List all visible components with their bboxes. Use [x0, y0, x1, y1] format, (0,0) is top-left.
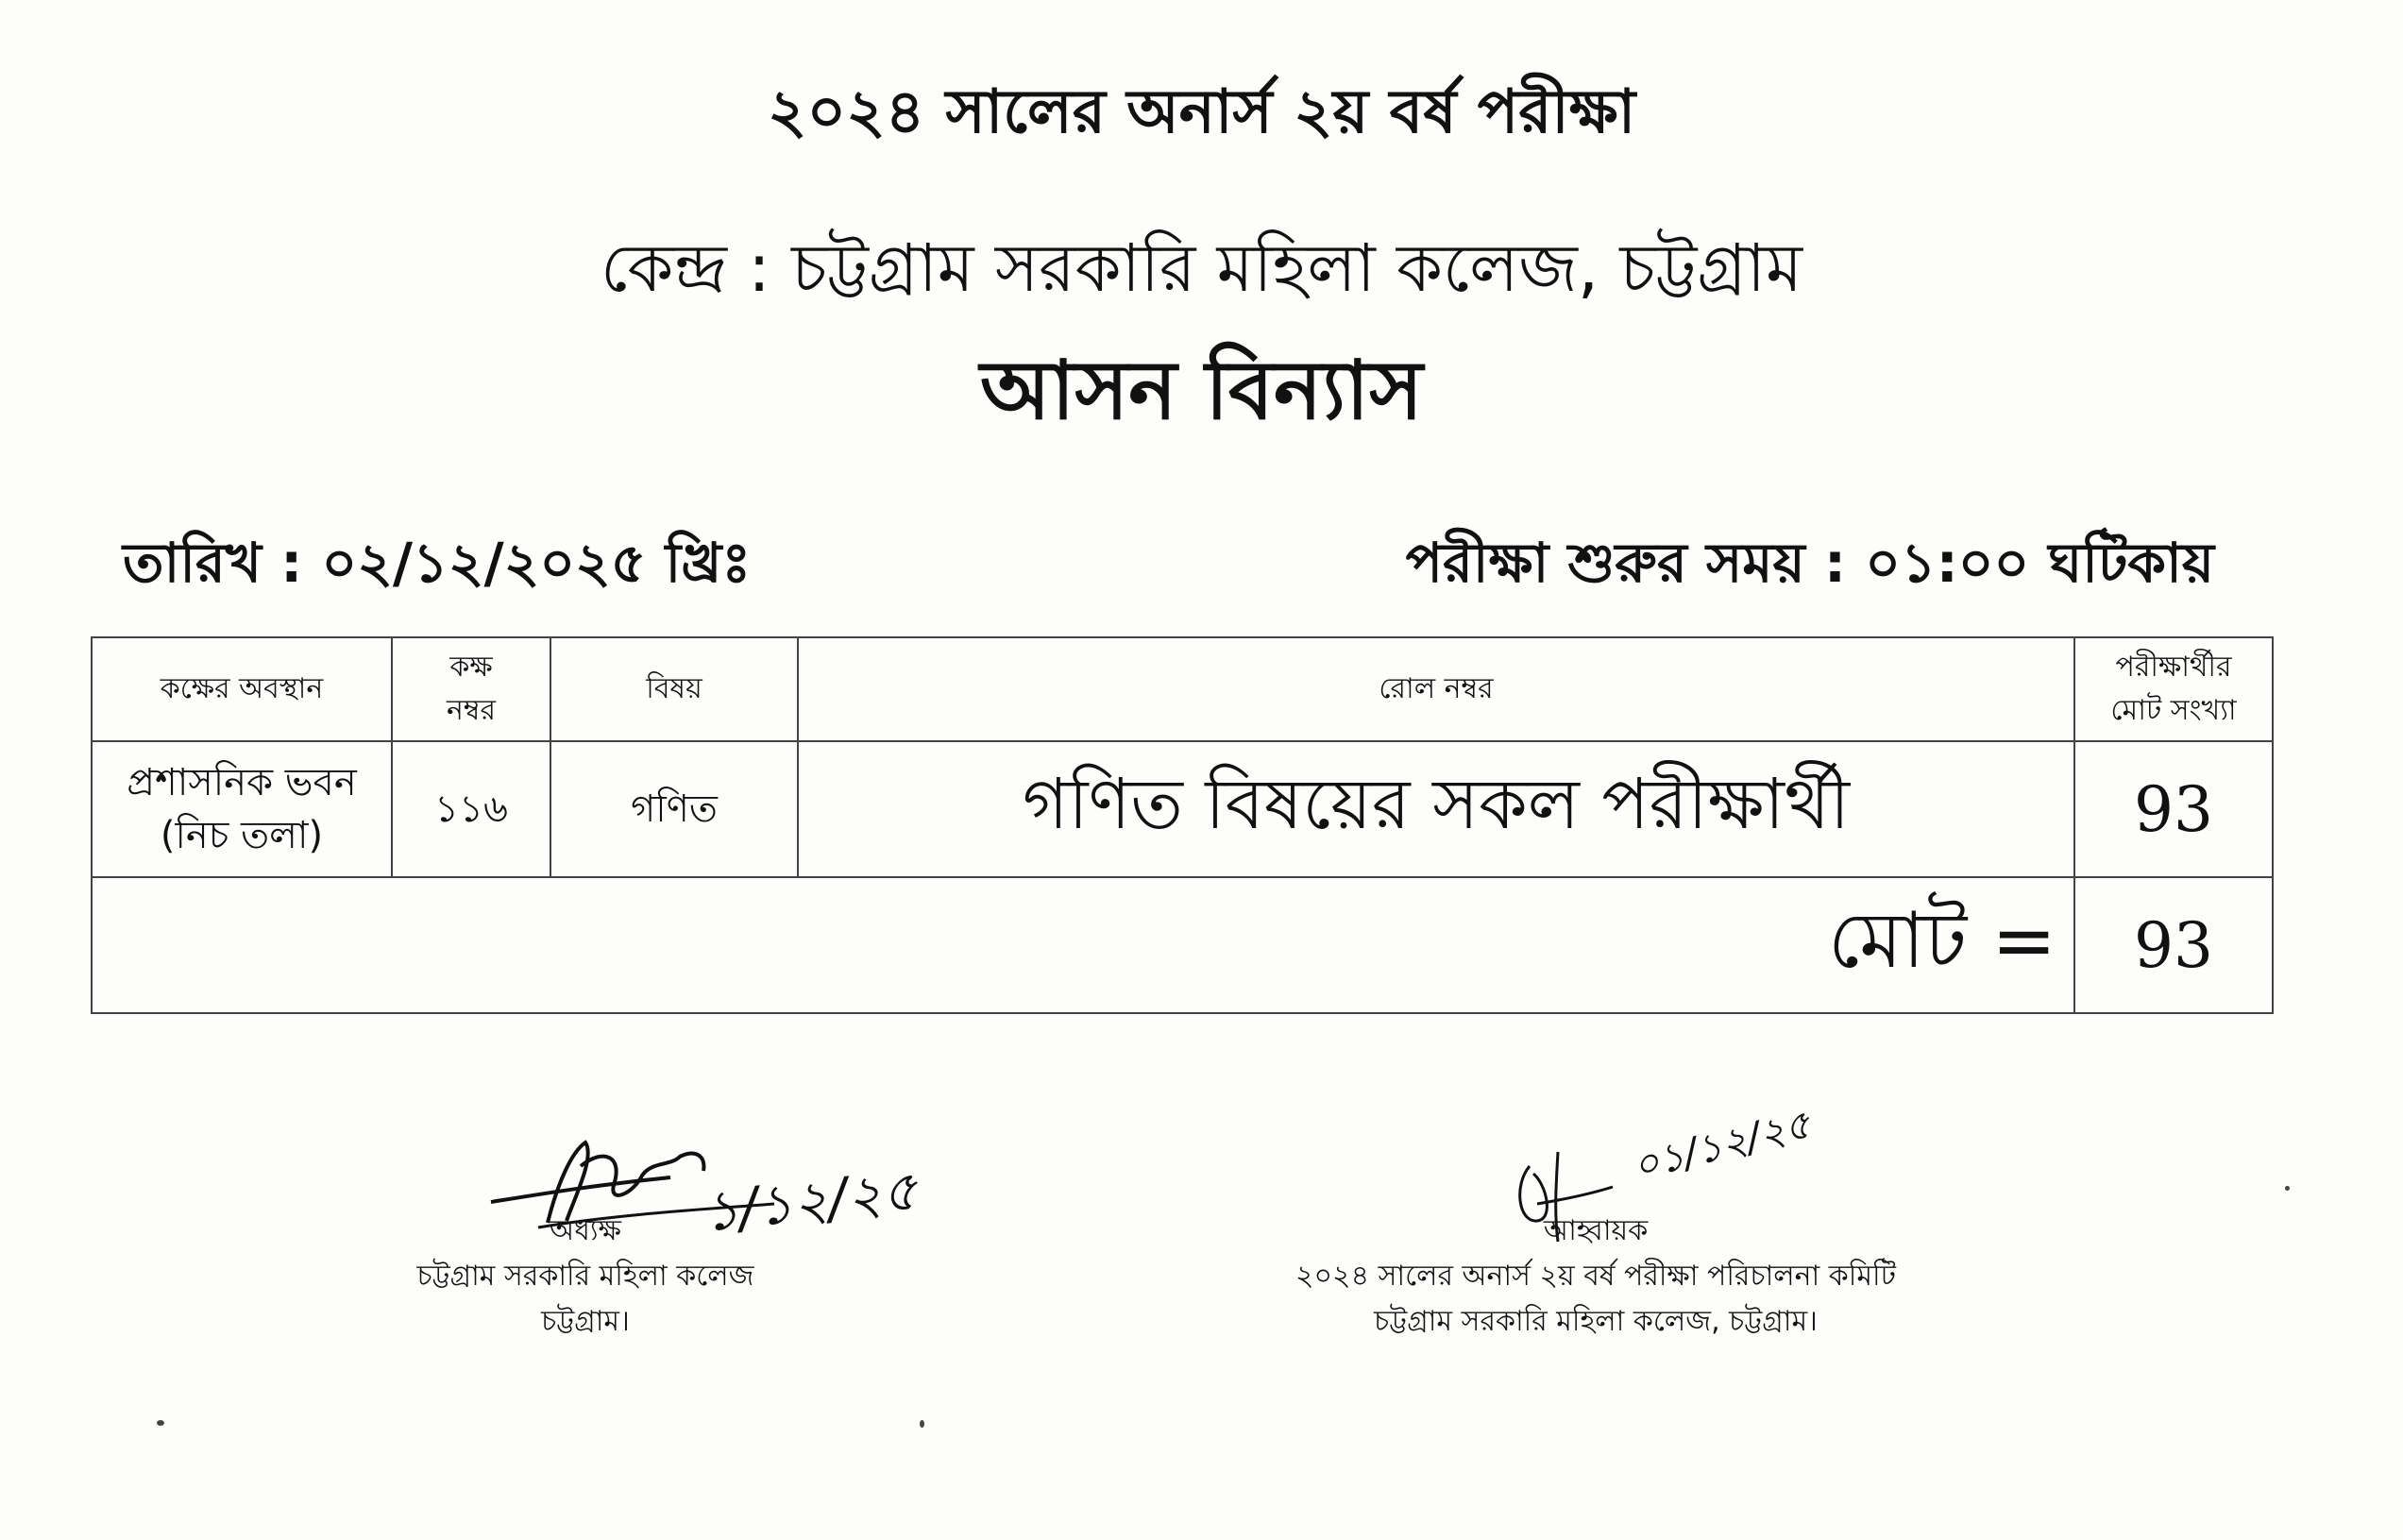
seat-plan-table — [91, 636, 2274, 1014]
principal-title: অধ্যক্ষ — [550, 1214, 621, 1247]
room-location-line2: (নিচ তলা) — [160, 814, 324, 857]
document-title: আসন বিন্যাস — [980, 344, 1423, 438]
scan-speck — [157, 1420, 164, 1426]
header-total-line2: মোট সংখ্যা — [2110, 694, 2237, 727]
header-room-location: কক্ষের অবস্থান — [92, 637, 392, 741]
principal-signature-block — [359, 1112, 812, 1345]
total-label: মোট = — [92, 877, 2074, 1013]
principal-org: চট্টগ্রাম সরকারি মহিলা কলেজ — [416, 1260, 754, 1293]
room-number-cell: ১১৬ — [392, 741, 550, 877]
header-total-line1: পরীক্ষার্থীর — [2115, 651, 2232, 684]
convener-committee: ২০২৪ সালের অনার্স ২য় বর্ষ পরীক্ষা পরিচালনা কমিটি — [1295, 1260, 1896, 1293]
header-room-number-line2: নম্বর — [446, 694, 497, 727]
header-total-examinees — [2074, 637, 2273, 741]
total-row — [92, 877, 2273, 1013]
principal-signature-date: ১/১২/২৫ — [700, 1158, 921, 1244]
roll-number-cell: গণিত বিষয়ের সকল পরীক্ষার্থী — [798, 741, 2074, 877]
principal-city: চট্টগ্রাম। — [541, 1305, 630, 1338]
table-row — [92, 741, 2273, 877]
table-header-row — [92, 637, 2273, 741]
exam-center: কেন্দ্র : চট্টগ্রাম সরকারি মহিলা কলেজ, চট্টগ্রাম — [601, 229, 1802, 307]
total-count-cell: 93 — [2074, 877, 2273, 1013]
header-subject: বিষয় — [550, 637, 798, 741]
header-roll-number: রোল নম্বর — [798, 637, 2074, 741]
scan-speck — [920, 1420, 924, 1428]
convener-signature-block — [1227, 1112, 1964, 1345]
exam-date: তারিখ : ০২/১২/২০২৫ খ্রিঃ — [123, 531, 752, 595]
convener-signature-date: ০১/১২/২৫ — [1628, 1100, 1816, 1190]
header-room-number — [392, 637, 550, 741]
convener-title: আহ্বায়ক — [1543, 1214, 1649, 1247]
examinee-count-cell: 93 — [2074, 741, 2273, 877]
exam-title: ২০২৪ সালের অনার্স ২য় বর্ষ পরীক্ষা — [767, 77, 1636, 147]
convener-college: চট্টগ্রাম সরকারি মহিলা কলেজ, চট্টগ্রাম। — [1374, 1305, 1818, 1338]
room-location-line1: প্রশাসনিক ভবন — [127, 761, 357, 804]
header-room-number-line1: কক্ষ — [449, 651, 493, 684]
scan-speck — [2285, 1186, 2290, 1191]
exam-start-time: পরীক্ষা শুরুর সময় : ০১:০০ ঘটিকায় — [1405, 531, 2214, 595]
room-location-cell — [92, 741, 392, 877]
subject-cell: গণিত — [550, 741, 798, 877]
